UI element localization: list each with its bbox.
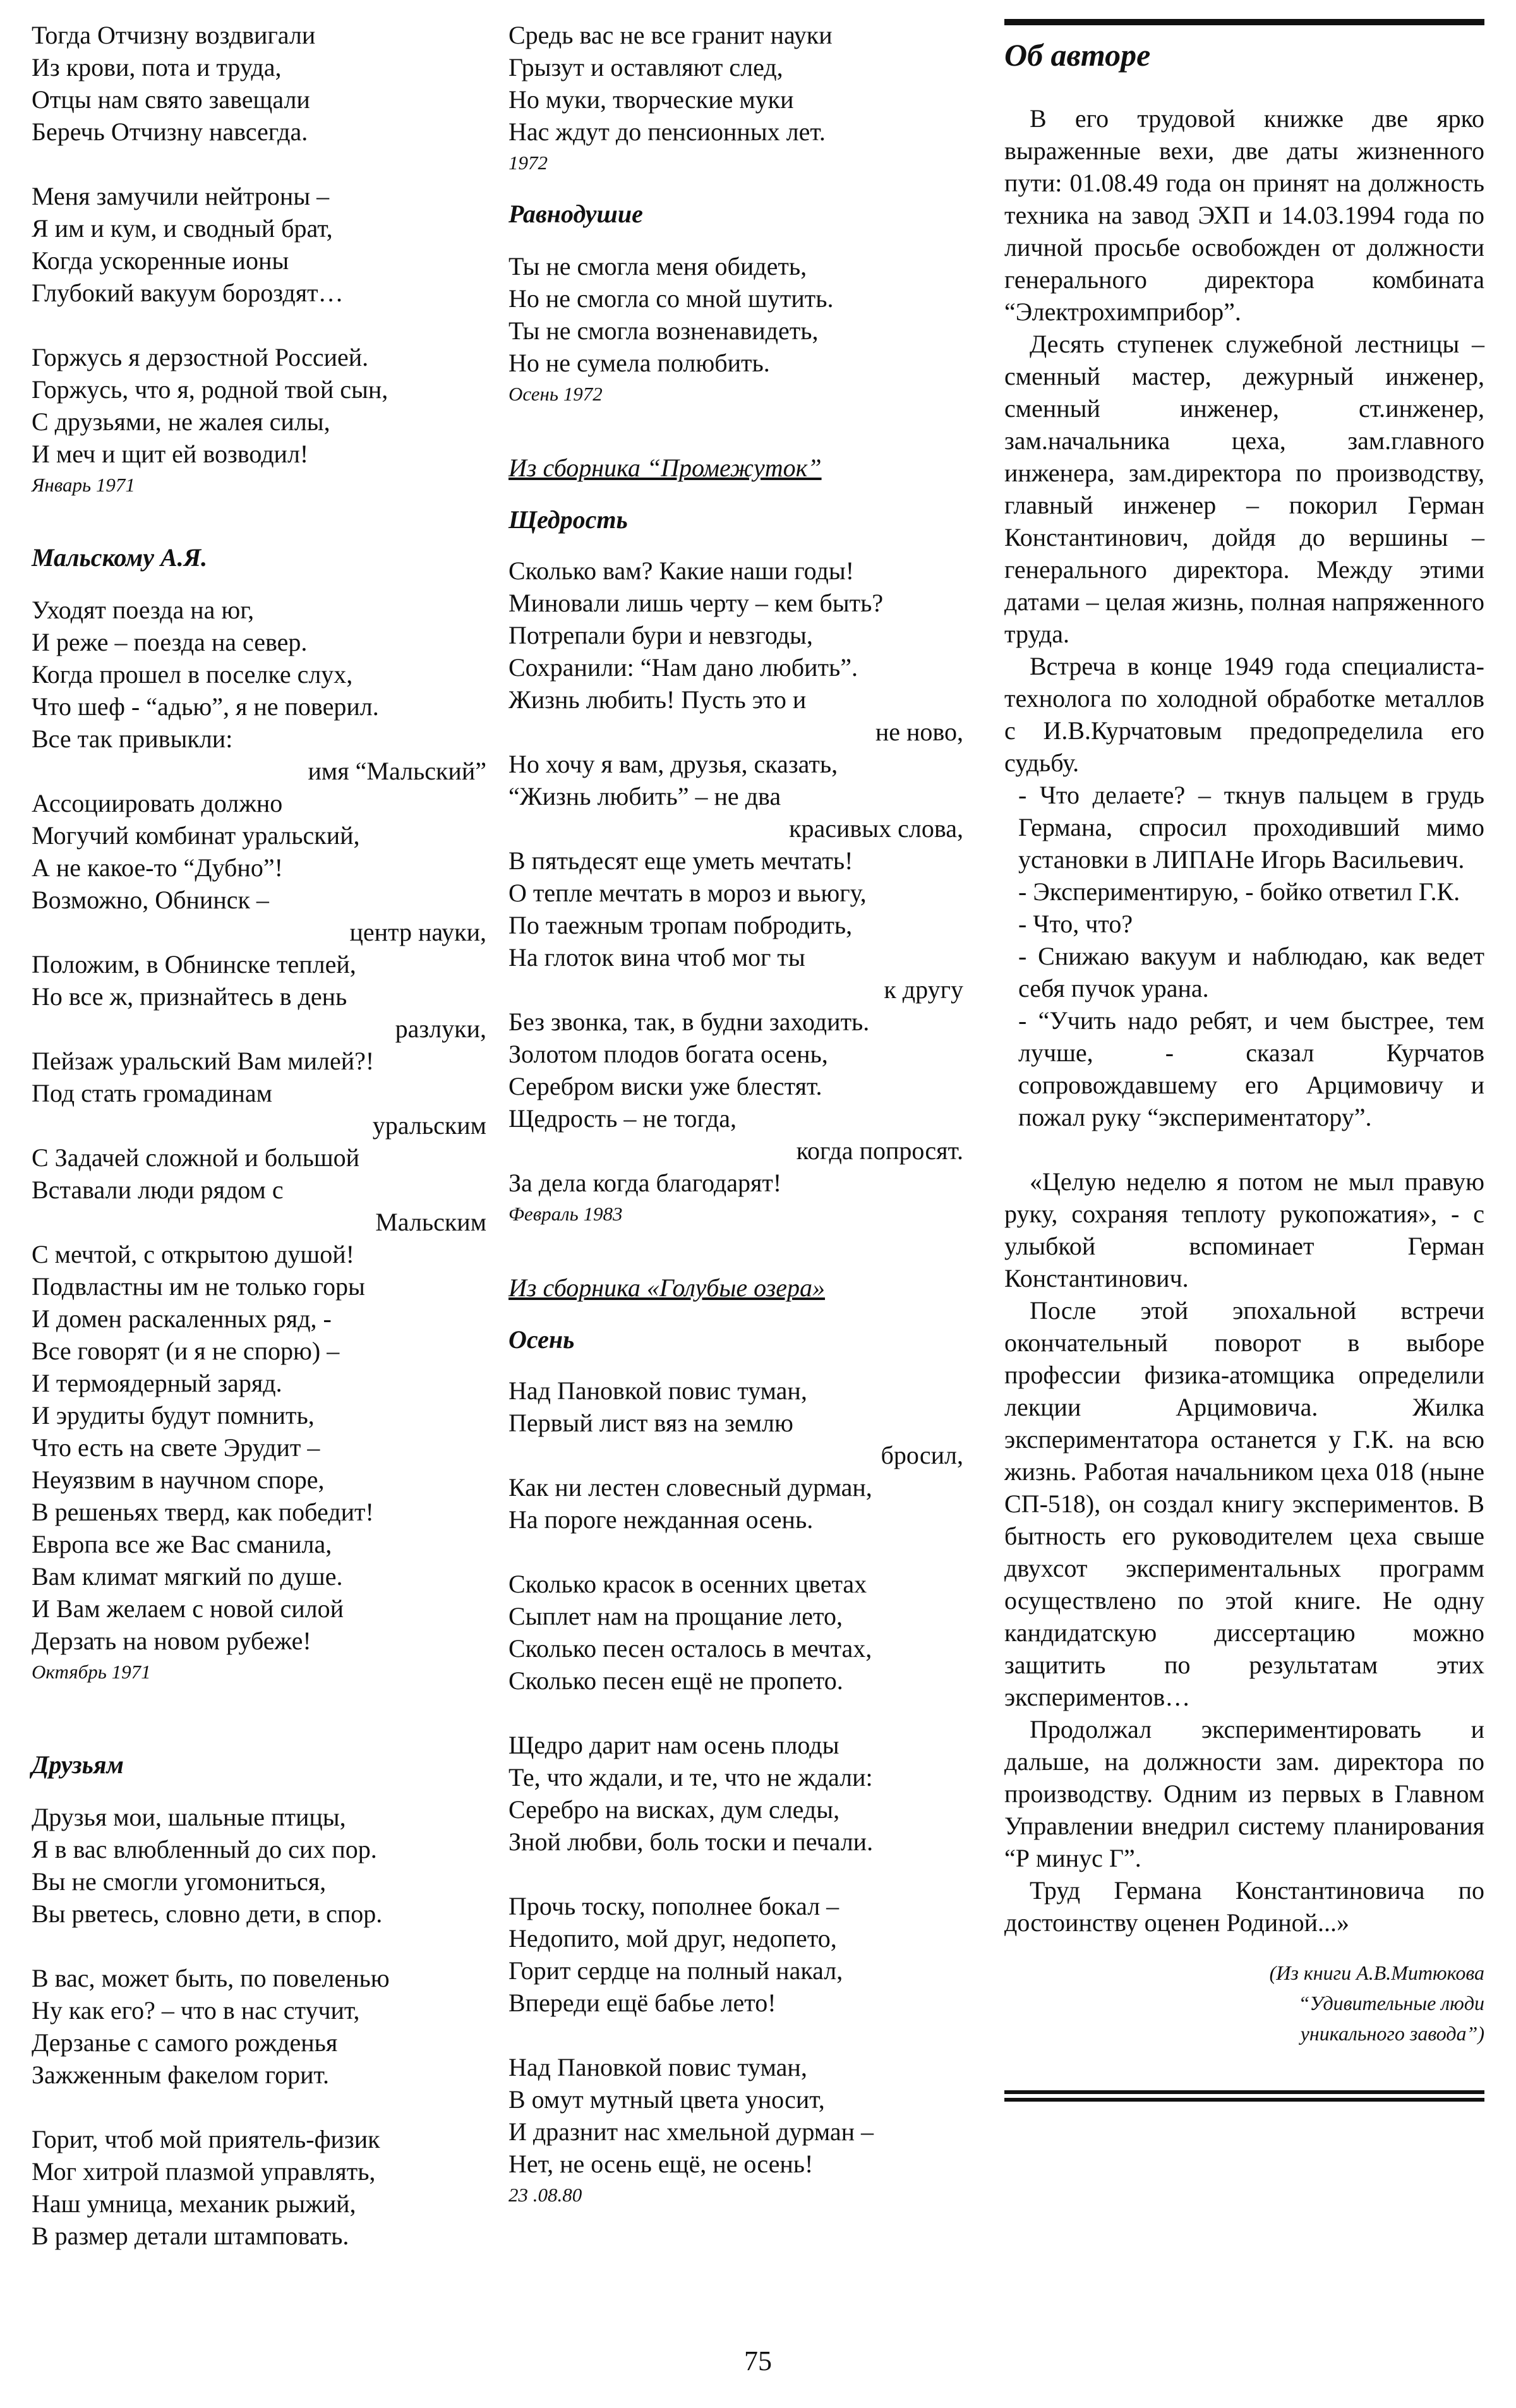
poem-line: к другу [884,975,963,1004]
paragraph: - Что, что? [1018,910,1133,938]
poem-line: когда попросят. [796,1136,963,1165]
poem-malsky [32,594,486,1657]
poem-line: Средь вас не все гранит науки [508,21,833,49]
poem-line: Те, что ждали, и те, что не ждали: [508,1763,873,1791]
poem-stanza [508,250,963,379]
poem-line: И Вам желаем с новой силой [32,1594,344,1623]
poem-line: “Жизнь любить” – не два [508,782,781,810]
poem-line: Из крови, пота и труда, [32,53,282,81]
poem-line: Меня замучили нейтроны – [32,182,330,210]
poem-line: Щедрость – не тогда, [508,1104,737,1133]
poem-line: Недопито, мой друг, недопето, [508,1924,837,1953]
poem-line: Вы не смогли угомониться, [32,1867,327,1896]
poem-line: Положим, в Обнинске теплей, [32,950,356,978]
paragraph: Встреча в конце 1949 года специалиста-технолога по холодной обработке металлов с И.В.Курчатовым предопределила его судьбу. [1004,652,1484,777]
poem-line: Подвластны им не только горы [32,1272,365,1301]
poem-line: О тепле мечтать в мороз и вьюгу, [508,879,867,907]
poem-line: Вам климат мягкий по душе. [32,1562,343,1591]
poem-stanza [508,1729,963,1858]
poem-line: Когда ускоренные ионы [32,246,289,275]
poem-line: Сколько вам? Какие наши годы! [508,557,855,585]
poem-line: И меч и щит ей возводил! [32,440,309,468]
poem-line: Я в вас влюбленный до сих пор. [32,1835,377,1863]
paragraph: Продолжал экспериментировать и дальше, на должности зам. директора по производству. Одним из первых в Главном Управлении внедрил систему планирования “Р минус Г”. [1004,1715,1484,1872]
poem-line: С мечтой, с открытою душой! [32,1240,354,1268]
poem-line: Дерзать на новом рубеже! [32,1627,311,1655]
poem-line: Зажженным факелом горит. [32,2061,329,2089]
poem-line: Сколько красок в осенних цветах [508,1570,867,1598]
poem-line: Над Пановкой повис туман, [508,1376,807,1405]
poem-line: Серебром виски уже блестят. [508,1072,822,1100]
poem-line: Вы рветесь, словно дети, в спор. [32,1899,383,1928]
poem-line: Сколько песен ещё не пропето. [508,1666,843,1695]
poem-line: Над Пановкой повис туман, [508,2053,807,2081]
poem-line: Горит сердце на полный накал, [508,1956,843,1985]
poem-line: уральским [372,1111,486,1140]
poem-line: По таежным тропам побродить, [508,911,853,939]
poem-line: Но все ж, признайтесь в день [32,982,347,1011]
poem-line: Мальским [375,1208,486,1236]
poem-line: Мог хитрой плазмой управлять, [32,2157,376,2186]
column-about-author [1004,19,1484,2102]
poem-line: В пятьдесят еще уметь мечтать! [508,846,853,875]
poem-line: Беречь Отчизну навсегда. [32,117,308,146]
poem-line: Под стать громадинам [32,1079,272,1107]
poem-line: Могучий комбинат уральский, [32,821,360,850]
poem-line: Уходят поезда на юг, [32,596,255,624]
poem-line: В решеньях тверд, как победит! [32,1498,374,1526]
poem-line: Грызут и оставляют след, [508,53,783,81]
paragraph: - Что делаете? – ткнув пальцем в грудь Германа, спросил проходивший мимо установки в ЛИПАНе Игорь Васильевич. [1018,781,1484,874]
poem-stanza [508,1568,963,1697]
poem-line: Зной любви, боль тоски и печали. [508,1827,874,1856]
poem-line: В омут мутный цвета уносит, [508,2085,825,2114]
poem-line: На глоток вина чтоб мог ты [508,943,805,972]
poem-date: 23 .08.80 [508,2184,582,2206]
poem-line: Впереди ещё бабье лето! [508,1989,776,2017]
poem-line: Золотом плодов богата осень, [508,1040,828,1068]
poem-line: разлуки, [395,1014,486,1043]
poem-line: Наш умница, механик рыжий, [32,2189,356,2218]
bottom-rule [1004,2098,1484,2102]
poem-line: На пороге нежданная осень. [508,1505,814,1534]
poem-date: Октябрь 1971 [32,1661,151,1683]
poem-stanza [32,1962,486,2091]
poem-line: Как ни лестен словесный дурман, [508,1473,872,1502]
poem-line: И домен раскаленных ряд, - [32,1304,332,1333]
poem-line: Нас ждут до пенсионных лет. [508,117,826,146]
poem-line: И эрудиты будут помнить, [32,1401,315,1430]
collection-heading: Из сборника «Голубые озера» [508,1273,826,1302]
poem-line: И дразнит нас хмельной дурман – [508,2117,874,2146]
poem-line: Пейзаж уральский Вам милей?! [32,1047,375,1075]
poem-line: Нет, не осень ещё, не осень! [508,2150,814,2178]
poem-line: Я им и кум, и сводный брат, [32,214,333,243]
poem-line: Серебро на висках, дум следы, [508,1795,840,1824]
poem-title-autumn: Осень [508,1325,575,1354]
poem-generosity [508,555,963,1199]
poem-line: С друзьями, не жалея силы, [32,407,330,436]
poem-line: Дерзанье с самого рожденья [32,2028,338,2057]
poem-line: С Задачей сложной и большой [32,1143,360,1172]
source-line: “Удивительные люди [1298,1992,1484,2014]
poem-line: Отцы нам свято завещали [32,85,310,114]
poem-line: Возможно, Обнинск – [32,886,269,914]
poem-date: Январь 1971 [32,474,135,496]
about-author-text-2 [1004,1165,1484,1939]
poem-line: Потрепали бури и невзгоды, [508,621,813,649]
poem-title-indifference: Равнодушие [508,200,643,228]
poem-stanza [508,19,963,148]
poem-stanza [32,19,486,148]
poem-line: не ново, [875,718,963,746]
poem-line: Что шеф - “адью”, я не поверил. [32,692,379,721]
poem-line: Миновали лишь черту – кем быть? [508,589,884,617]
poem-title-malsky: Мальскому А.Я. [32,543,208,572]
poem-line: Жизнь любить! Пусть это и [508,685,807,714]
poem-line: Ассоциировать должно [32,789,283,817]
source-citation [1004,1958,1484,2049]
poem-line: А не какое-то “Дубно”! [32,853,283,882]
poem-title-friends: Друзьям [32,1750,124,1779]
poem-stanza [32,2123,486,2252]
poem-stanza [508,2051,963,2180]
poem-stanza [508,1375,963,1536]
poem-line: В вас, может быть, по повеленью [32,1964,390,1992]
poem-stanza [508,1890,963,2019]
poem-line: центр науки, [349,918,486,946]
poem-line: Неуязвим в научном споре, [32,1466,325,1494]
poem-line: И реже – поезда на север. [32,628,308,656]
poem-line: И термоядерный заряд. [32,1369,282,1397]
column-middle [508,19,963,2210]
poem-stanza [32,1801,486,1930]
poem-date: Осень 1972 [508,383,603,405]
paragraph: Десять ступенек служебной лестницы – сменный мастер, дежурный инженер, сменный инженер, ст.инженер, зам.начальника цеха, зам.главного инженера, зам.директора по производству, главный инженер – покорил Герман Константинович, дойдя до вершины – генерального директора. Между этими датами – целая жизнь, полная напряженного труда. [1004,330,1484,648]
paragraph: После этой эпохальной встречи окончательный поворот в выборе профессии физика-атомщика определили лекции Арцимовича. Жилка экспериментатора останется у Г.К. на всю жизнь. Работая начальником цеха 018 (ныне СП-518), он создал книгу экспериментов. В бытность его руководителем цеха свыше двухсот экспериментальных программ осуществлено по этой книге. Не одну кандидатскую диссертацию можно защитить по результатам этих экспериментов… [1004,1296,1484,1711]
poem-line: Ты не смогла меня обидеть, [508,252,807,280]
collection-heading: Из сборника “Промежуток” [508,454,822,482]
poem-line: Тогда Отчизну воздвигали [32,21,316,49]
poem-line: Горжусь, что я, родной твой сын, [32,375,388,404]
poem-line: Но не сумела полюбить. [508,349,770,377]
poem-line: Горит, чтоб мой приятель-физик [32,2125,380,2153]
poem-line: Глубокий вакуум бороздят… [32,279,344,307]
about-author-title: Об авторе [1004,37,1151,73]
poem-title-generosity: Щедрость [508,505,628,534]
column-left [32,19,486,2252]
paragraph: Труд Германа Константиновича по достоинству оценен Родиной...» [1004,1876,1484,1937]
poem-line: Сыплет нам на прощание лето, [508,1602,843,1630]
paragraph: - Снижаю вакуум и наблюдаю, как ведет себя пучок урана. [1018,942,1484,1002]
poem-line: В размер детали штамповать. [32,2222,349,2250]
poem-line: Щедро дарит нам осень плоды [508,1731,839,1759]
about-author-text [1004,102,1484,1133]
source-line: (Из книги А.В.Митюкова [1269,1961,1484,1984]
paragraph: «Целую неделю я потом не мыл правую руку, сохраняя теплоту рукопожатия», - с улыбкой вспоминает Герман Константинович. [1004,1167,1484,1292]
poem-date: Февраль 1983 [508,1203,623,1225]
poem-line: Горжусь я дерзостной Россией. [32,343,369,371]
poem-line: Но хочу я вам, друзья, сказать, [508,750,838,778]
source-line: уникального завода”) [1300,2022,1484,2045]
poem-line: имя “Мальский” [308,757,486,785]
poem-line: красивых слова, [789,814,963,843]
poem-line: Но не смогла со мной шутить. [508,284,834,313]
page-number: 75 [744,2345,772,2376]
poem-stanza [32,180,486,309]
poem-line: Ну как его? – что в нас стучит, [32,1996,360,2025]
poem-line: Первый лист вяз на землю [508,1409,793,1437]
poem-line: За дела когда благодарят! [508,1169,782,1197]
paragraph: - “Учить надо ребят, и чем быстрее, тем лучше, - сказал Курчатов сопровождавшему его Арцимовичу и пожал руку “экспериментатору”. [1018,1006,1484,1131]
poem-line: Но муки, творческие муки [508,85,794,114]
poem-line: Европа все же Вас сманила, [32,1530,332,1558]
top-rule [1004,19,1484,25]
poem-line: Друзья мои, шальные птицы, [32,1803,346,1831]
poem-date: 1972 [508,152,548,174]
poem-stanza [32,341,486,470]
poem-line: Прочь тоску, пополнее бокал – [508,1892,839,1920]
paragraph: - Экспериментирую, - бойко ответил Г.К. [1018,877,1460,906]
poem-line: Сохранили: “Нам дано любить”. [508,653,858,682]
bottom-rule [1004,2090,1484,2094]
paragraph: В его трудовой книжке две ярко выраженные вехи, две даты жизненного пути: 01.08.49 года он принят на должность техника на завод ЭХП и 14.03.1994 года по личной просьбе освобожден от должности генерального директора комбината “Электрохимприбор”. [1004,104,1484,326]
poem-line: Без звонка, так, в будни заходить. [508,1008,870,1036]
poem-line: бросил, [881,1441,963,1469]
poem-line: Все так привыкли: [32,725,233,753]
poem-line: Что есть на свете Эрудит – [32,1433,320,1462]
poem-line: Когда прошел в поселке слух, [32,660,353,689]
poem-line: Все говорят (и я не спорю) – [32,1337,340,1365]
poem-line: Вставали люди рядом с [32,1176,284,1204]
poem-line: Ты не смогла возненавидеть, [508,316,819,345]
poem-line: Сколько песен осталось в мечтах, [508,1634,872,1663]
